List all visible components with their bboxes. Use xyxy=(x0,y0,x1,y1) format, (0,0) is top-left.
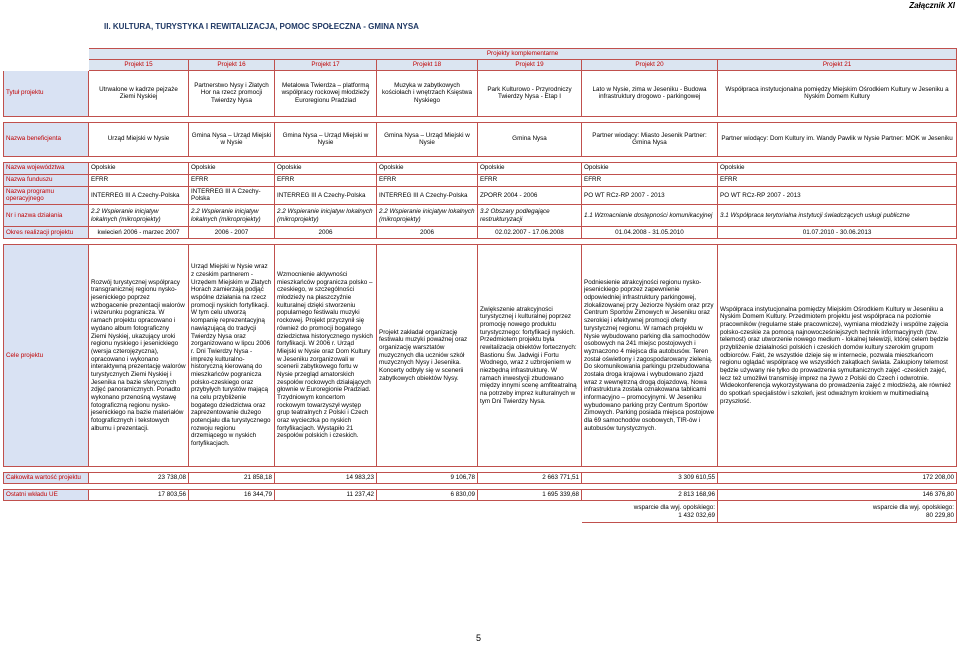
cell: 01.07.2010 - 30.06.2013 xyxy=(718,227,957,239)
cell: 11 237,42 xyxy=(275,490,377,501)
cell: 146 376,80 xyxy=(718,490,957,501)
cell: 2.2 Wspieranie inicjatyw lokalnych (mikroprojekty) xyxy=(377,205,478,227)
support-label: wsparcie dla wyj. opolskiego: xyxy=(872,503,955,511)
cell: 2.2 Wspieranie inicjatyw lokalnych (mikroprojekty) xyxy=(275,205,377,227)
cell: 1.1 Wzmacnianie dostępności komunikacyjnej xyxy=(582,205,718,227)
cell: Partner wiodący: Dom Kultury im. Wandy Pawlik w Nysie Partner: MOK w Jeseniku xyxy=(718,122,957,156)
support-opolskie-cell xyxy=(582,501,718,523)
cell: kwiecień 2006 - marzec 2007 xyxy=(89,227,189,239)
cell: EFRR xyxy=(377,174,478,186)
row-label: Nazwa funduszu xyxy=(4,174,89,186)
table-row xyxy=(4,174,957,186)
row-label: Całkowita wartość projektu xyxy=(4,473,89,484)
cell: Opolskie xyxy=(478,162,582,174)
cell: Gmina Nysa – Urząd Miejski w Nysie xyxy=(377,122,478,156)
cell: Gmina Nysa – Urząd Miejski w Nysie xyxy=(275,122,377,156)
cell: 3 309 610,55 xyxy=(582,473,718,484)
cell: Opolskie xyxy=(275,162,377,174)
row-label: Cele projektu xyxy=(4,245,89,467)
support-value: 80 229,80 xyxy=(926,511,955,519)
cell: Gmina Nysa xyxy=(478,122,582,156)
project-header: Projekt 21 xyxy=(718,59,957,70)
support-row xyxy=(4,501,957,523)
cell: EFRR xyxy=(478,174,582,186)
table-row xyxy=(4,70,957,116)
cell: Partner wiodący: Miasto Jesenik Partner: Gmina Nysa xyxy=(582,122,718,156)
project-header: Projekt 15 xyxy=(89,59,189,70)
section-title: II. KULTURA, TURYSTYKA I REWITALIZACJA, POMOC SPOŁECZNA - GMINA NYSA xyxy=(104,22,419,31)
cell: 14 983,23 xyxy=(275,473,377,484)
projects-table xyxy=(3,48,957,523)
table-row xyxy=(4,186,957,204)
cell: EFRR xyxy=(718,174,957,186)
table-row xyxy=(4,122,957,156)
cell: Opolskie xyxy=(718,162,957,174)
cell: 3.1 Współpraca terytorialna instytucji świadczących usługi publiczne xyxy=(718,205,957,227)
cell: Urząd Miejski w Nysie wraz z czeskim partnerem - Urzędem Miejskim w Złatych Horach zamierzają podjąć wspólne działania na rzecz promocji nyskich fortyfikacji. W tym celu utworzą kompanię reprezentacyjną nawiązującą do tradycji Twierdzy Nysa oraz zorganizowano w lipcu 2006 r. Dni Twierdzy Nysa - imprezę kulturalno-historyczną kierowaną do mieszkańców pogranicza polsko-czeskiego oraz przybyłych turystów mającą na celu przybliżenie bogatego dziedzictwa oraz zaprezentowanie dużego potencjału dla turystycznego rozwoju regionu drzemiącego w nyskich fortyfikacjach. xyxy=(189,245,275,467)
table-row xyxy=(4,227,957,239)
row-label: Nazwa beneficjenta xyxy=(4,122,89,156)
row-label: Ostatni wkładu UE xyxy=(4,490,89,501)
project-header: Projekt 20 xyxy=(582,59,718,70)
cell: Muzyka w zabytkowych kościołach i wnętrzach Księstwa Nyskiego xyxy=(377,70,478,116)
corner-cell xyxy=(4,49,89,60)
cell: 1 695 339,68 xyxy=(478,490,582,501)
cell: 2.2 Wspieranie inicjatyw lokalnych (mikroprojekty) xyxy=(89,205,189,227)
cell: ZPORR 2004 - 2006 xyxy=(478,186,582,204)
row-label: Okres realizacji projektu xyxy=(4,227,89,239)
cell: EFRR xyxy=(189,174,275,186)
cell: Metalowa Twierdza – platformą współpracy rockowej młodzieży Euroregionu Pradziad xyxy=(275,70,377,116)
project-header: Projekt 16 xyxy=(189,59,275,70)
cell: 2006 xyxy=(275,227,377,239)
support-label: wsparcie dla wyj. opolskiego: xyxy=(633,503,715,511)
cell: 2.2 Wspieranie inicjatyw lokalnych (mikroprojekty) xyxy=(189,205,275,227)
cell: 16 344,79 xyxy=(189,490,275,501)
attachment-label: Załącznik XI xyxy=(909,1,955,10)
cell: 21 858,18 xyxy=(189,473,275,484)
project-header: Projekt 17 xyxy=(275,59,377,70)
cell: PO WT RCz-RP 2007 - 2013 xyxy=(582,186,718,204)
cell: Gmina Nysa – Urząd Miejski w Nysie xyxy=(189,122,275,156)
cell: INTERREG III A Czechy-Polska xyxy=(275,186,377,204)
project-header: Projekt 18 xyxy=(377,59,478,70)
cell: 2006 - 2007 xyxy=(189,227,275,239)
table-row xyxy=(4,473,957,484)
cell: Opolskie xyxy=(377,162,478,174)
cell: Utrwalone w kadrze pejzaże Ziemi Nyskiej xyxy=(89,70,189,116)
cell: EFRR xyxy=(89,174,189,186)
cell: Współpraca instytucjonalna pomiędzy Miejskim Ośrodkiem Kultury w Jeseniku a Nyskim Domem Kultury. Przedmiotem projektu jest współpraca na poziomie pracowników (regularne stałe pracownicze), wymiana młodzieży i wspólne zajęcia polsko-czeskie za pomocą najnowocześniejszych technik informacyjnych (tzw. telemost) oraz utworzenie nowego medium - lokalnej telewizji, której celem będzie przybliżenie działalności polskich i czeskich domów kultury szerokim grupom odbiorców. Fakt, że wszystkie dzieje się w internecie, pozwala mieszkańcom regionu oglądać współpracę we wszystkich zakątkach świata. Zakupiony telemost będzie używany nie tylko do prowadzenia symultanicznych zajęć -czeskich zajęć, lecz też umożliwi transmisję imprez na żywo z Polski do Czech i odwrotnie. Wideokonferencja wykorzystywana do prowadzenia zajęć z młodzieżą, ale również do spotkań specjalistów i szkoleń, jest odważnym krokiem w multimedialną przyszłość. xyxy=(718,245,957,467)
cell: 172 208,00 xyxy=(718,473,957,484)
cell: EFRR xyxy=(582,174,718,186)
cell: 3.2 Obszary podlegające restrukturyzacji xyxy=(478,205,582,227)
cell: INTERREG III A Czechy-Polska xyxy=(377,186,478,204)
cell: 9 106,78 xyxy=(377,473,478,484)
cell: INTERREG III A Czechy-Polska xyxy=(89,186,189,204)
cell: Opolskie xyxy=(582,162,718,174)
row-label: Nazwa województwa xyxy=(4,162,89,174)
cell: Współpraca instytucjonalna pomiędzy Miejskim Ośrodkiem Kultury w Jeseniku a Nyskim Domem Kultury xyxy=(718,70,957,116)
cell: 2 813 168,96 xyxy=(582,490,718,501)
cell: Wzmocnienie aktywności mieszkańców pogranicza polsko – czeskiego, w szczególności młodzieży na płaszczyźnie kulturalnej dzięki stworzeniu popularnego festiwalu muzyki rockowej. Projekt przyczynił się również do promocji bogatego dziedzictwa historycznego nyskich fortyfikacji. W 2006 r. Urząd Miejski w Nysie oraz Dom Kultury w Jeseniku zorganizowali w scenerii zabytkowego fortu w Nysie przegląd amatorskich zespołów rockowych działających głownie w Euroregionie Pradziad. Trzydniowym koncertom rockowym towarzyszył występ grup teatralnych z Polski i Czech oraz wycieczka po nyskich fortyfikacjach. Wystąpiło 21 zespołów polskich i czeskich. xyxy=(275,245,377,467)
table-row xyxy=(4,205,957,227)
projects-header-row xyxy=(4,59,957,70)
cell: 02.02.2007 - 17.06.2008 xyxy=(478,227,582,239)
table-row xyxy=(4,162,957,174)
row-label: Tytuł projektu xyxy=(4,70,89,116)
cell: EFRR xyxy=(275,174,377,186)
cell: 6 830,09 xyxy=(377,490,478,501)
cell: Zwiększenie atrakcyjności turystycznej i kulturalnej poprzez promocję nowego produktu turystycznego: fortyfikacji nyskich. Przedmiotem projektu była rewitalizacja obiektów fortecznych: Bastionu Św. Jadwigi i Fortu Wodnego, wraz z uzbrojeniem w niezbędną infrastrukturę. W ramach inwestycji zbudowano między innymi scenę amfiteatralną na potrzeby imprez kulturalnych w tym Dni Twierdzy Nysa. xyxy=(478,245,582,467)
cell: PO WT RCz-RP 2007 - 2013 xyxy=(718,186,957,204)
cell: Podniesienie atrakcyjności regionu nysko-jesenickiego poprzez zapewnienie odpowiedniej infrastruktury parkingowej, zlokalizowanej przy Jeziorze Nyskim oraz przy Centrum Sportów Zimowych w Jeseniku oraz szerokiej i efektywnej promocji oferty turystycznej regionu. W ramach projektu w Nysie wybudowano parking dla samochodów osobowych na 241 miejsc postojowych i wyznaczono 4 miejsca dla autobusów. Teren został oświetlony i zagospodarowany zielenią. Do skomunikowania parkingu przebudowana została droga krajowa i wybudowano zjazd wraz z wewnętrzną drogą dojazdową. Nowa infrastruktura została oznakowana tablicami informacyjno – promocyjnymi. W Jeseniku wybudowano parking przy Centrum Sportów Zimowych. Parking posiada miejsca postojowe dla 69 samochodów osobowych, TIR-ów i autobusów turystycznych. xyxy=(582,245,718,467)
cell: 2 663 771,51 xyxy=(478,473,582,484)
cell: Opolskie xyxy=(89,162,189,174)
komplementarne-header: Projekty komplementarne xyxy=(89,49,957,60)
table-row xyxy=(4,490,957,501)
support-opolskie-cell xyxy=(718,501,957,523)
support-value: 1 432 032,69 xyxy=(678,511,715,519)
cell: 01.04.2008 - 31.05.2010 xyxy=(582,227,718,239)
cell: Opolskie xyxy=(189,162,275,174)
cell: Rozwój turystycznej współpracy transgranicznej regionu nysko-jesenickiego poprzez wzbogacenie prezentacji walorów i wizerunku pogranicza. W ramach projektu opracowano i wydano album fotograficzny Ziemi Nyskiej, ukazujący uroki regionu nyskiego i jesenickiego (wersja czterojęzyczna), opracowano i wykonano interaktywną prezentację walorów turystycznych Ziemi Nyskiej i Jesenika na bazie sferycznych zdjęć panoramicznych. Ponadto wykonano przenośną wystawę fotograficzną regionu nysko-jesenickiego na bazie materiałów fotograficznych i tekstowych albumu i prezentacji. xyxy=(89,245,189,467)
cell: 17 803,56 xyxy=(89,490,189,501)
row-label: Nr i nazwa działania xyxy=(4,205,89,227)
cell: INTERREG III A Czechy-Polska xyxy=(189,186,275,204)
cell: 23 738,08 xyxy=(89,473,189,484)
row-label: Nazwa programu operacyjnego xyxy=(4,186,89,204)
cell: Urząd Miejski w Nysie xyxy=(89,122,189,156)
project-header: Projekt 19 xyxy=(478,59,582,70)
page-number: 5 xyxy=(476,633,482,643)
table-row xyxy=(4,245,957,467)
cell: 2006 xyxy=(377,227,478,239)
cell: Park Kulturowo - Przyrodniczy Twierdzy Nysa - Etap I xyxy=(478,70,582,116)
cell: Partnerstwo Nysy i Złatych Hor na rzecz promocji Twierdzy Nysa xyxy=(189,70,275,116)
cell: Lato w Nysie, zima w Jeseniku - Budowa infrastruktury drogowo - parkingowej xyxy=(582,70,718,116)
cell: Projekt zakładał organizację festiwalu muzyki poważnej oraz organizację warsztatów muzycznych dla uczniów szkół muzycznych Nysy i Jesenika. Koncerty odbyły się w scenerii zabytkowych obiektów Nysy. xyxy=(377,245,478,467)
